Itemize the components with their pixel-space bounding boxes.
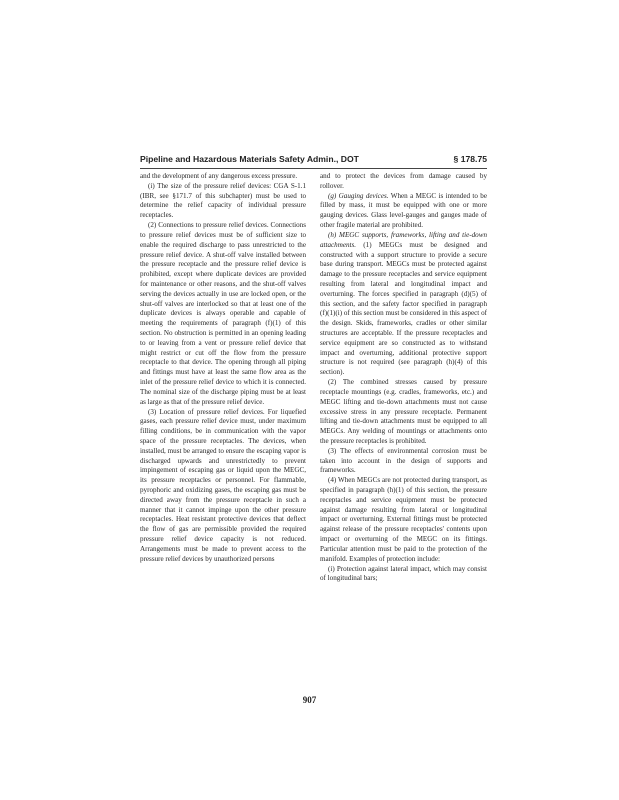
running-head-section: § 178.75	[453, 154, 487, 164]
paragraph: (i) The size of the pressure relief devices: CGA S-1.1 (IBR, see §171.7 of this subchapter) must be used to determine the relief capacity of individual pressure receptacles.	[140, 181, 306, 220]
right-column	[320, 172, 487, 584]
paragraph: (i) Protection against lateral impact, which may consist of longitudinal bars;	[320, 564, 487, 583]
paragraph: (h) MEGC supports, frameworks, lifting and tie-down attachments. (1) MEGCs must be designed and constructed with a support structure to provide a secure base during transport. MEGCs must be protected against damage to the pressure receptacles and service equipment resulting from lateral and longitudinal impact and overturning. The forces specified in paragraph (d)(5) of this section, and the safety factor specified in paragraph (f)(1)(i) of this section must be considered in this aspect of the design. Skids, frameworks, cradles or other similar structures are acceptable. If the pressure receptacles and service equipment are so constructed as to withstand impact and overturning, additional protective support structure is not required (see paragraph (h)(4) of this section).	[320, 230, 487, 377]
paragraph: (2) The combined stresses caused by pressure receptacle mountings (e.g. cradles, frameworks, etc.) and MEGC lifting and tie-down attachments must not cause excessive stress in any pressure receptacle. Permanent lifting and tie-down attachments must be equipped to all MEGCs. Any welding of mountings or attachments onto the pressure receptacles is prohibited.	[320, 378, 487, 445]
paragraph: (3) Location of pressure relief devices. For liquefied gases, each pressure relief device must, under maximum filling conditions, be in communication with the vapor space of the pressure receptacles. The devices, when installed, must be arranged to ensure the escaping vapor is discharged upwards and unrestrictedly to prevent impingement of escaping gas or liquid upon the MEGC, its pressure receptacles or personnel. For flammable, pyrophoric and oxidizing gases, the escaping gas must be directed away from the pressure receptacle in such a manner that it cannot impinge upon the other pressure receptacles. Heat resistant protective devices that deflect the flow of gas are permissible provided the required pressure relief device capacity is not reduced. Arrangements must be made to prevent access to the pressure relief devices by unauthorized persons	[140, 407, 306, 563]
paragraph: and the development of any dangerous excess pressure.	[140, 172, 298, 180]
paragraph: (3) The effects of environmental corrosion must be taken into account in the design of supports and frameworks.	[320, 446, 487, 475]
running-head-title: Pipeline and Hazardous Materials Safety Admin., DOT	[140, 154, 359, 164]
left-column	[140, 172, 306, 565]
page-number: 907	[302, 695, 317, 705]
paragraph: (2) Connections to pressure relief devices. Connections to pressure relief devices must be of sufficient size to enable the required discharge to pass unrestricted to the pressure relief device. A shut-off valve installed between the pressure receptacle and the pressure relief device is prohibited, except where duplicate devices are provided for maintenance or other reasons, and the shut-off valves serving the devices actually in use are locked open, or the shut-off valves are interlocked so that at least one of the duplicate devices is always operable and capable of meeting the requirements of paragraph (f)(1) of this section. No obstruction is permitted in an opening leading to or leaving from a vent or pressure relief device that might restrict or cut off the flow from the pressure receptacle to that device. The opening through all piping and fittings must have at least the same flow area as the inlet of the pressure relief device to which it is connected. The nominal size of the discharge piping must be at least as large as that of the pressure relief device.	[140, 221, 306, 406]
paragraph-heading: (g) Gauging devices.	[328, 191, 389, 200]
running-head	[140, 152, 487, 169]
paragraph: and to protect the devices from damage caused by rollover.	[320, 172, 487, 190]
paragraph: (g) Gauging devices. When a MEGC is intended to be filled by mass, it must be equipped with one or more gauging devices. Glass level-gauges and gauges made of other fragile material are prohibited.	[320, 191, 487, 230]
paragraph: (4) When MEGCs are not protected during transport, as specified in paragraph (h)(1) of this section, the pressure receptacles and service equipment must be protected against damage resulting from lateral or longitudinal impact or overturning. External fittings must be protected against release of the pressure receptacles' contents upon impact or overturning of the MEGC on its fittings. Particular attention must be paid to the protection of the manifold. Examples of protection include:	[320, 476, 487, 563]
paragraph-heading: (h) MEGC supports, frameworks, lifting and tie-down attachments.	[320, 230, 487, 249]
